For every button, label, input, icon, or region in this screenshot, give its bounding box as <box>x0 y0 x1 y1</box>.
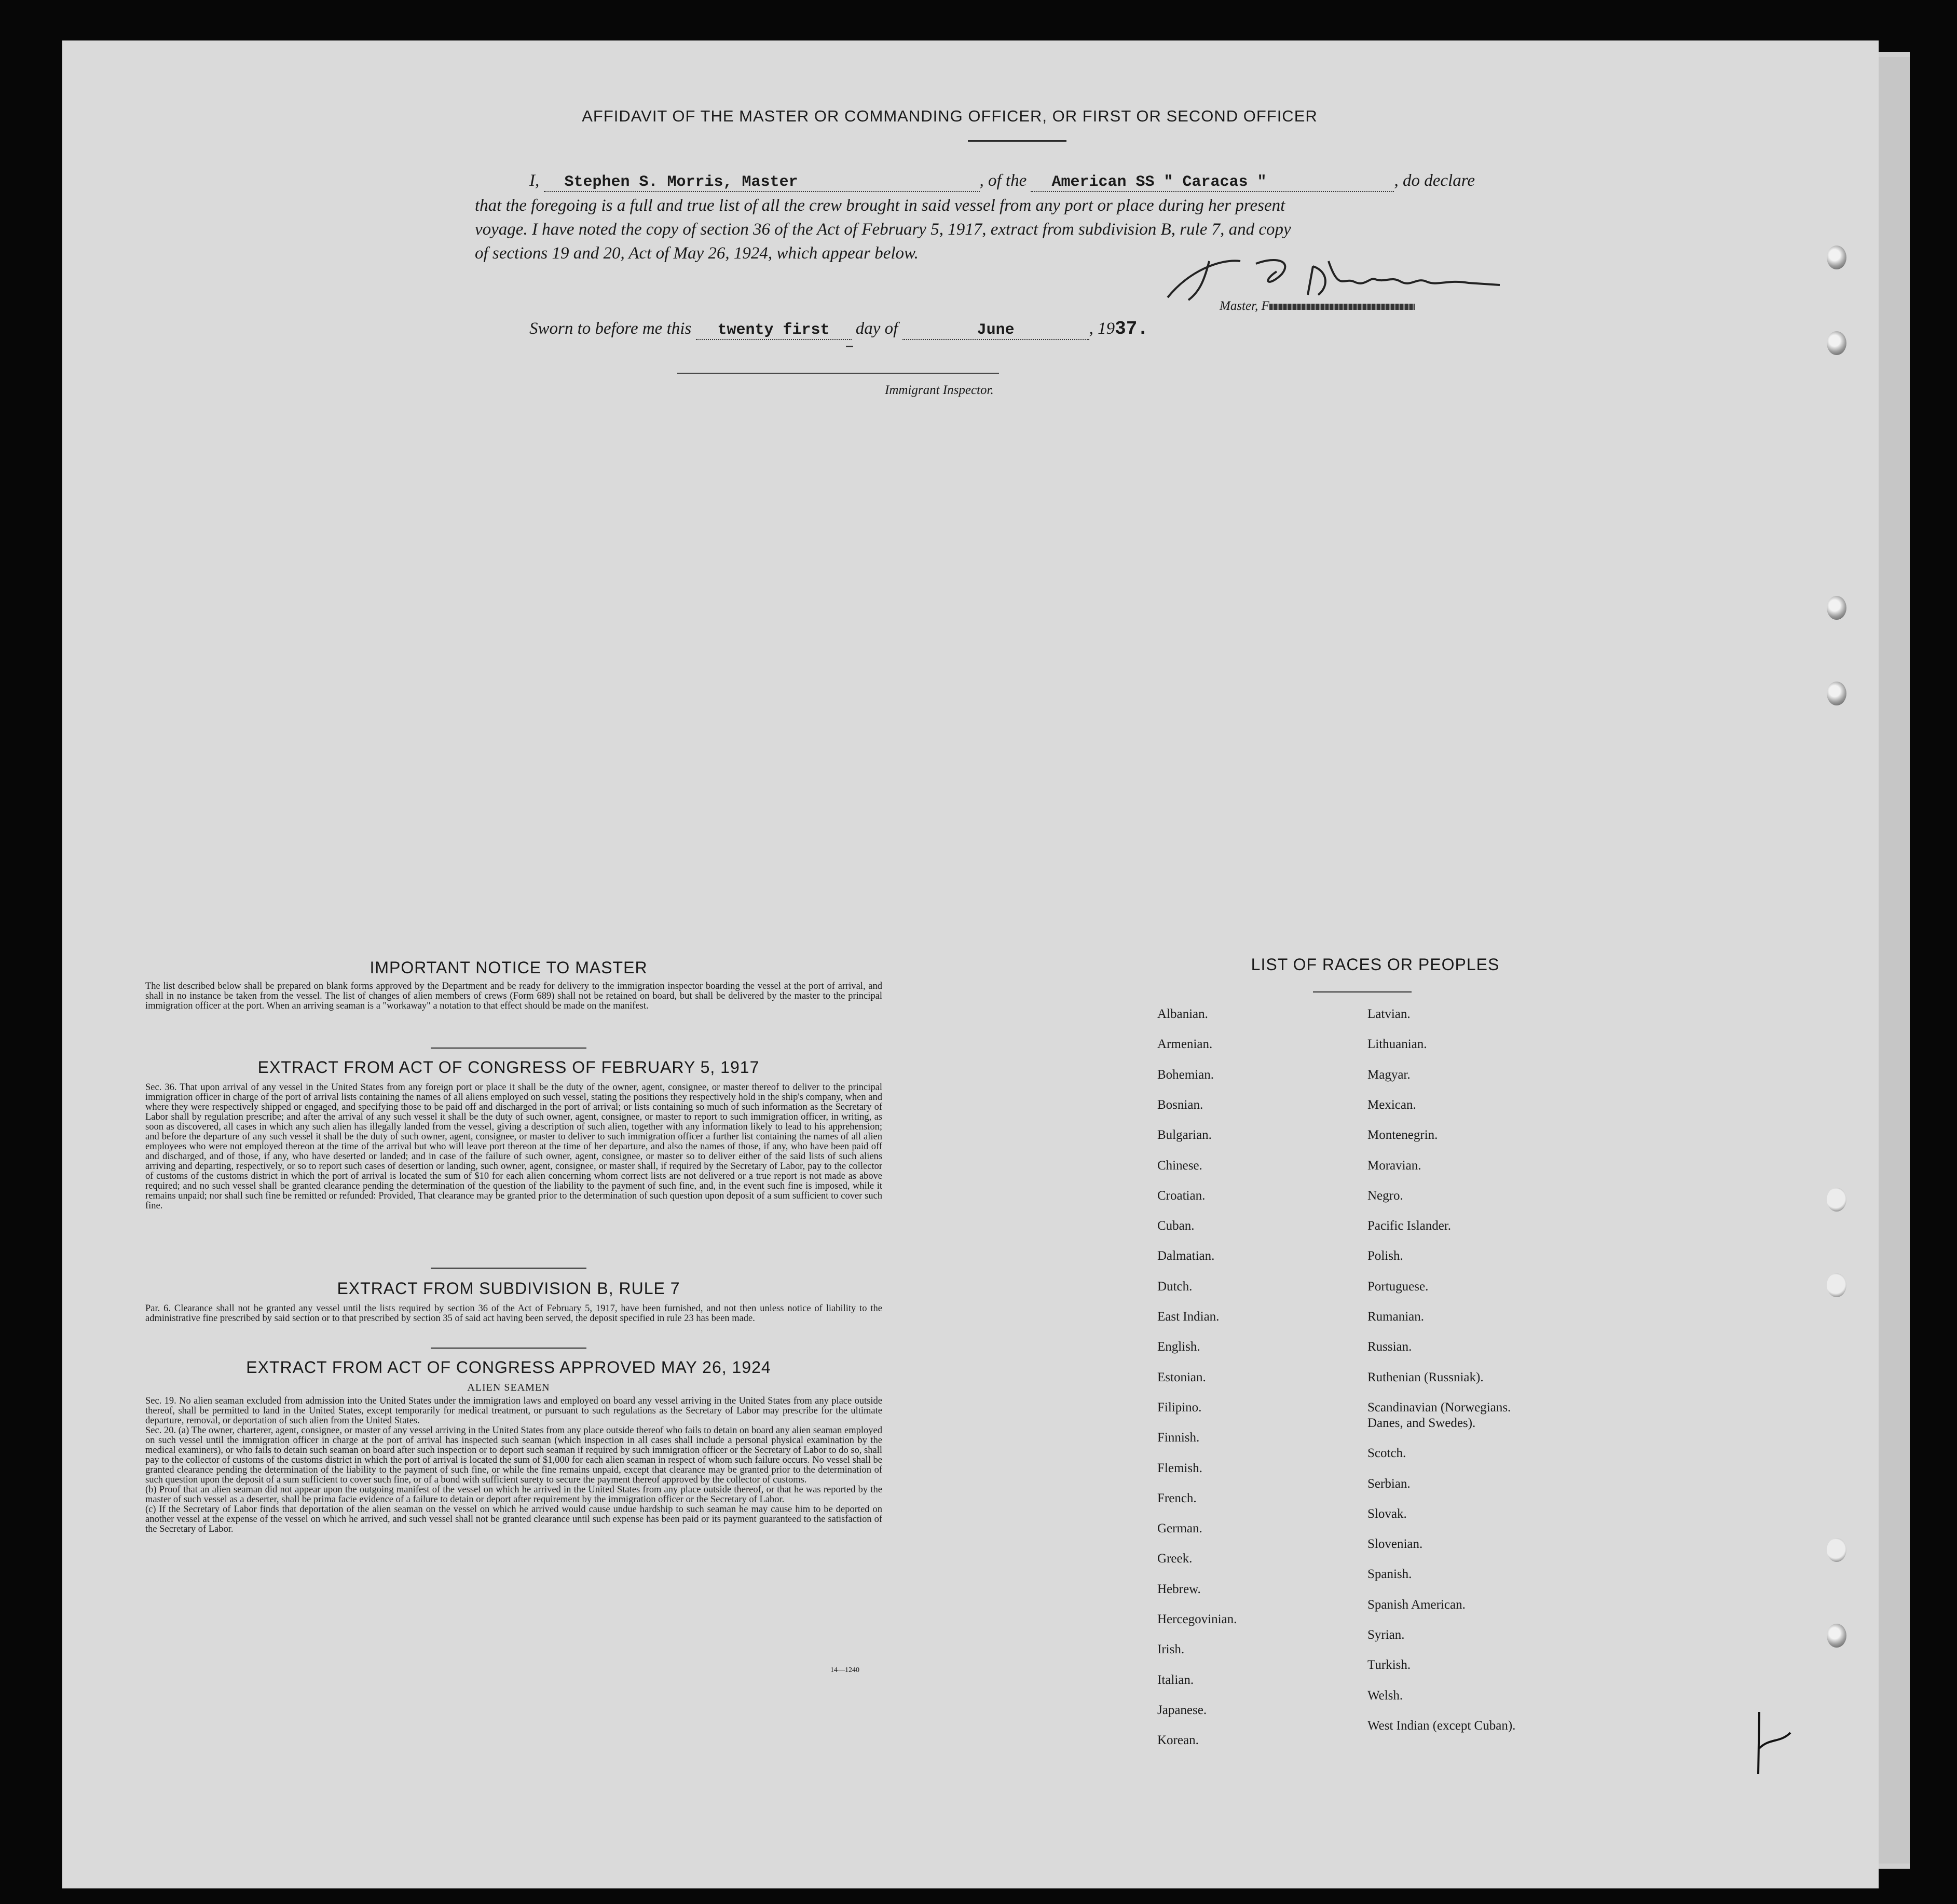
race-item: Italian. <box>1157 1672 1194 1687</box>
race-item: Scotch. <box>1367 1446 1406 1461</box>
punch-hole <box>1827 1273 1846 1297</box>
mark <box>846 346 853 347</box>
race-item: Estonian. <box>1157 1370 1206 1384</box>
affidavit-line-1 <box>529 171 1475 192</box>
race-item: Filipino. <box>1157 1400 1202 1415</box>
race-item: Greek. <box>1157 1552 1193 1566</box>
divider <box>431 1348 586 1349</box>
race-item: Turkish. <box>1367 1658 1411 1672</box>
race-item: East Indian. <box>1157 1310 1220 1324</box>
race-item: Armenian. <box>1157 1037 1213 1052</box>
notice-body: The list described below shall be prepared on blank forms approved by the Department and be ready for delivery to the immigration inspector boarding the vessel at the port of arrival, and shall in no instance be taken from the vessel. The list of changes of alien members of crews (Form 689) shall not be retained on board, but shall be delivered by the master to the principal immigration officer at the port. When an arriving seaman is a "workaway" a notation to that effect should be made on the manifest. <box>145 981 882 1011</box>
race-item: Rumanian. <box>1367 1310 1425 1324</box>
divider <box>431 1048 586 1049</box>
document-page <box>62 40 1879 1888</box>
race-item: Montenegrin. <box>1367 1128 1438 1143</box>
rule7-title: EXTRACT FROM SUBDIVISION B, RULE 7 <box>337 1279 680 1298</box>
race-item: Hebrew. <box>1157 1582 1201 1596</box>
race-item: West Indian (except Cuban). <box>1367 1718 1516 1733</box>
text: Sworn to before me this <box>529 319 692 338</box>
extract-1924-body <box>145 1396 882 1534</box>
race-item: Spanish American. <box>1367 1597 1466 1612</box>
text: day of <box>855 319 898 338</box>
extract-1917-body: Sec. 36. That upon arrival of any vessel in the United States from any foreign port or place it shall be the duty of the owner, agent, consignee, or master thereof to deliver to the principal immigration officer in charge of the port of arrival lists containing the names of all aliens employed on such vessel, stating the positions they respectively hold in the ship's company, when and where they were respectively shipped or engaged, and specifying those to be paid off and discharged in the port of arrival; or lists containing so much of such information as the Secretary of Labor shall by regulation prescribe; and after the arrival of any such vessel it shall be the duty of such owner, agent, consignee, or master to report to such immigration officer, in writing, as soon as discovered, all cases in which any such alien has illegally landed from the vessel, giving a description of such alien, together with any information likely to lead to his apprehension; and before the departure of any such vessel it shall be the duty of such owner, agent, consignee, or master to deliver to such immigration officer a further list containing the names of all alien employees who were not employed thereon at the time of the arrival but who will leave port thereon at the time of her departure, and also the names of those, if any, who have been paid off and discharged, and of those, if any, who have deserted or landed; and in case of the failure of such owner, agent, consignee, or master so to deliver either of the said lists of such aliens arriving and departing, respectively, or so to report such cases of desertion or landing, such owner, agent, consignee, or master shall, if required by the Secretary of Labor, pay to the collector of customs of the customs district in which the port of arrival is located the sum of $10 for each alien concerning whom correct lists are not delivered or a true report is not made as above required; and no such vessel shall be granted clearance pending the determination of the question of the liability to the payment of such fine, and, in the event such fine is imposed, while it remains unpaid; nor shall such fine be remitted or refunded: Provided, That clearance may be granted prior to the determination of such question upon deposit of a sum sufficient to cover such fine. <box>145 1082 882 1211</box>
text: Master, F <box>1220 299 1269 313</box>
notice-title: IMPORTANT NOTICE TO MASTER <box>369 958 648 977</box>
race-item: Irish. <box>1157 1642 1185 1657</box>
race-item: Spanish. <box>1367 1567 1412 1582</box>
race-item: Pacific Islander. <box>1367 1219 1452 1233</box>
race-item: Ruthenian (Russniak). <box>1367 1370 1484 1384</box>
rule7-body: Par. 6. Clearance shall not be granted any vessel until the lists required by section 36 of the Act of February 5, 1917, have been furnished, and not then unless notice of liability to the administrative fine prescribed by said section or to that prescribed by section 35 of said act having been served, the deposit specified in rule 23 has been made. <box>145 1303 882 1324</box>
race-item: Dutch. <box>1157 1279 1193 1294</box>
race-item: Lithuanian. <box>1367 1037 1427 1052</box>
text: I, <box>529 171 540 190</box>
struck-out-text <box>1269 304 1415 310</box>
sworn-day-field: twenty first <box>696 321 852 340</box>
punch-hole <box>1827 596 1846 620</box>
race-item: Danes, and Swedes). <box>1367 1416 1476 1430</box>
affidavit-title: AFFIDAVIT OF THE MASTER OR COMMANDING OFFICER, OR FIRST OR SECOND OFFICER <box>582 107 1318 125</box>
extract-1924-title: EXTRACT FROM ACT OF CONGRESS APPROVED MAY 26, 1924 <box>246 1358 771 1377</box>
race-item: Magyar. <box>1367 1067 1411 1082</box>
race-item: English. <box>1157 1340 1200 1354</box>
divider <box>431 1268 586 1269</box>
punch-hole <box>1827 246 1846 269</box>
sec19-text: Sec. 19. No alien seaman excluded from admission into the United States under the immigration laws and employed on board any vessel arriving in the United States from any place outside thereof, shall be permitted to land in the United States, except temporarily for medical treatment, or pursuant to such regulations as the Secretary of Labor may prescribe for the ultimate departure, removal, or deportation of such alien from the United States. <box>145 1396 882 1426</box>
handwritten-mark <box>1749 1707 1801 1779</box>
race-item: Serbian. <box>1367 1476 1411 1491</box>
sec20b-text: (b) Proof that an alien seaman did not appear upon the outgoing manifest of the vessel on which he arrived in the United States from any place outside thereof, or that he was reported by the master of such vessel as a deserter, shall be prima facie evidence of a failure to detain or deport after requirement by the immigration officer or the Secretary of Labor. <box>145 1485 882 1505</box>
punch-hole <box>1827 682 1846 705</box>
form-number: 14—1240 <box>830 1666 859 1674</box>
text: , of the <box>979 171 1027 190</box>
race-item: Hercegovinian. <box>1157 1612 1237 1626</box>
sec20a-text: Sec. 20. (a) The owner, charterer, agent, consignee, or master of any vessel arriving in the United States from any place outside thereof who fails to detain on board any alien seaman employed on such vessel until the immigration officer in charge at the port of arrival has inspected such seaman (which inspection in all cases shall include a personal physical examination by the medical examiners), or who fails to detain such seaman on board after such inspection or to deport such seaman if required by such immigration officer or the Secretary of Labor to do so, shall pay to the collector of customs of the customs district in which the port of arrival is located the sum of $1,000 for each alien seaman in respect of whom such failure occurs. No vessel shall be granted clearance pending the determination of the liability to the payment of such fine, or while the fine remains unpaid, except that clearance may be granted prior to the determination of such question upon the deposit of a sum sufficient to cover such fine, or of a bond with sufficient surety to secure the payment thereof approved by the collector of customs. <box>145 1425 882 1485</box>
punch-hole <box>1827 1624 1846 1648</box>
punch-hole <box>1827 331 1846 355</box>
text: , 19 <box>1089 319 1115 338</box>
extract-1924-subtitle: ALIEN SEAMEN <box>467 1382 550 1393</box>
divider <box>968 140 1066 142</box>
underlying-page-edge-2 <box>1879 57 1910 1864</box>
extract-1917-title: EXTRACT FROM ACT OF CONGRESS OF FEBRUARY 5, 1917 <box>257 1058 760 1077</box>
sec20c-text: (c) If the Secretary of Labor finds that deportation of the alien seaman on the vessel on which he arrived would cause undue hardship to such seaman he may cause him to be deported on another vessel at the expense of the vessel on which he arrived, and such vessel shall not be granted clearance until such expense has been paid or its payment guaranteed to the satisfaction of the Secretary of Labor. <box>145 1504 882 1534</box>
race-item: Mexican. <box>1367 1097 1416 1112</box>
race-item: Scandinavian (Norwegians. <box>1367 1400 1511 1415</box>
punch-hole <box>1827 1188 1846 1212</box>
inspector-signature-line <box>677 373 999 374</box>
race-item: Polish. <box>1367 1249 1403 1263</box>
race-item: Finnish. <box>1157 1431 1200 1445</box>
race-item: Negro. <box>1367 1188 1403 1203</box>
race-item: Bulgarian. <box>1157 1128 1212 1143</box>
sworn-year-field: 37. <box>1115 318 1148 339</box>
inspector-caption: Immigrant Inspector. <box>885 383 994 397</box>
race-item: Slovak. <box>1367 1506 1407 1521</box>
text: , do declare <box>1394 171 1475 190</box>
races-title: LIST OF RACES OR PEOPLES <box>1251 955 1500 974</box>
race-item: Croatian. <box>1157 1188 1206 1203</box>
race-item: Welsh. <box>1367 1688 1403 1703</box>
sworn-month-field: June <box>902 321 1089 340</box>
affidavit-line-3: voyage. I have noted the copy of section 36 of the Act of February 5, 1917, extract from subdivision B, rule 7, and copy <box>475 220 1291 239</box>
race-item: Moravian. <box>1367 1158 1421 1173</box>
race-item: Cuban. <box>1157 1219 1195 1233</box>
race-item: Flemish. <box>1157 1461 1202 1475</box>
race-item: Syrian. <box>1367 1628 1405 1642</box>
race-item: Latvian. <box>1367 1007 1411 1021</box>
signature-caption <box>1220 299 1415 314</box>
race-item: Bohemian. <box>1157 1067 1214 1082</box>
race-item: Bosnian. <box>1157 1097 1203 1112</box>
sworn-line <box>529 318 1148 340</box>
affidavit-line-4: of sections 19 and 20, Act of May 26, 1924, which appear below. <box>475 244 919 263</box>
affidavit-line-2: that the foregoing is a full and true list of all the crew brought in said vessel from any port or place during her present <box>475 196 1285 215</box>
master-name-field: Stephen S. Morris, Master <box>544 173 980 192</box>
race-item: Dalmatian. <box>1157 1249 1215 1263</box>
race-item: Russian. <box>1367 1340 1412 1354</box>
race-item: Albanian. <box>1157 1007 1208 1021</box>
race-item: Korean. <box>1157 1733 1199 1748</box>
divider <box>1313 991 1412 992</box>
race-item: Slovenian. <box>1367 1537 1423 1552</box>
race-item: Portuguese. <box>1367 1279 1429 1294</box>
vessel-field: American SS " Caracas " <box>1031 173 1394 192</box>
race-item: Chinese. <box>1157 1158 1202 1173</box>
punch-hole <box>1827 1538 1846 1562</box>
race-item: German. <box>1157 1521 1202 1536</box>
race-item: Japanese. <box>1157 1703 1207 1717</box>
race-item: French. <box>1157 1491 1197 1505</box>
